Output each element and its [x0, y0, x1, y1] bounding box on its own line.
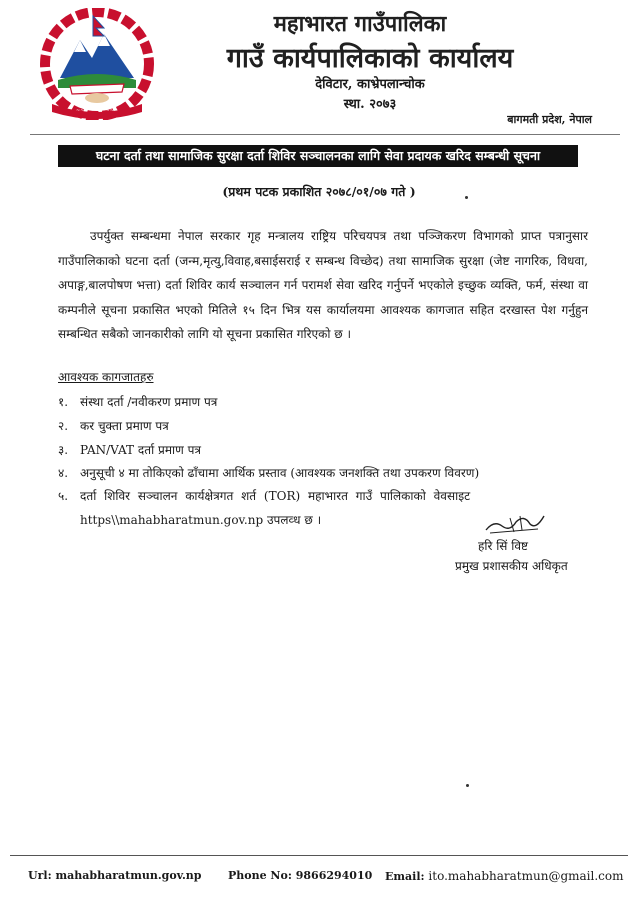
publication-date: (प्रथम पटक प्रकाशित २०७८/०१/०७ गते ) — [222, 184, 416, 199]
phone-number: 9866294010 — [295, 869, 373, 882]
header-divider — [30, 134, 620, 135]
footer-divider — [10, 855, 628, 856]
signatory-name: हरि सिं विष्ट — [478, 539, 529, 553]
footer-email: Email: ito.mahabharatmun@gmail.com — [385, 869, 624, 883]
signature — [480, 508, 550, 538]
footer-phone: Phone No: 9866294010 — [228, 869, 373, 882]
required-documents-heading: आवश्यक कागजातहरु — [58, 370, 154, 384]
signatory-title: प्रमुख प्रशासकीय अधिकृत — [455, 559, 568, 573]
document-item: २. कर चुक्ता प्रमाण पत्र — [58, 419, 169, 433]
office-name: गाउँ कार्यपालिकाको कार्यालय — [226, 43, 514, 74]
notice-body-text: उपर्युक्त सम्बन्धमा नेपाल सरकार गृह मन्त्रालय राष्ट्रिय परिचयपत्र तथा पञ्जिकरण विभागको प्राप्त पत्रानुसार गाउँपालिकाको घटना दर्ता (जन्म,मृत्यु,विवाह,बसाईसराई र सम्बन्ध विच्छेद) तथा सामाजिक सुरक्षा (जेष्ट नागरिक, विधवा, अपाङ्ग,बालपोषण भत्ता) दर्ता शिविर कार्य सञ्चालन गर्न परामर्श सेवा खरिद गर्नुपर्ने भएकोले इच्छुक व्यक्ति, फर्म, संस्था वा कम्पनीले सूचना प्रकासित भएको मितिले १५ दिन भित्र यस कार्यालयमा आवश्यक कागजात सहित दरखास्त पेश गर्नुहुन सम्बन्धित सबैको जानकारीको लागि यो सूचना प्रकासित गरिएको छ । — [58, 229, 588, 341]
document-item: ३. PAN/VAT दर्ता प्रमाण पत्र — [58, 443, 202, 457]
established-year: स्था. २०७३ — [343, 97, 397, 112]
document-item: ५. दर्ता शिविर सञ्चालन कार्यक्षेत्रगत शर्त (TOR) महाभारत गाउँ पालिकाको वेवसाइट — [58, 489, 471, 503]
website-link[interactable]: mahabharatmun.gov.np — [55, 869, 202, 882]
document-item-continuation: https\\mahabharatmun.gov.np उपलव्ध छ । — [80, 513, 322, 527]
document-item: १. संस्था दर्ता /नवीकरण प्रमाण पत्र — [58, 395, 218, 409]
document-item: ४. अनुसूची ४ मा तोकिएको ढाँचामा आर्थिक प्रस्ताव (आवश्यक जनशक्ति तथा उपकरण विवरण) — [58, 466, 480, 480]
speck-mark — [466, 784, 469, 787]
office-location: देविटार, काभ्रेपलान्चोक — [315, 77, 425, 92]
notice-title: घटना दर्ता तथा सामाजिक सुरक्षा दर्ता शिविर सञ्चालनका लागि सेवा प्रदायक खरिद सम्बन्धी सूचना — [58, 145, 578, 167]
notice-body — [58, 224, 588, 347]
footer-url: Url: mahabharatmun.gov.np — [28, 869, 202, 882]
province-label: बागमती प्रदेश, नेपाल — [507, 113, 592, 126]
svg-text:~~~~~~~~~~: ~~~~~~~~~~ — [76, 108, 118, 114]
municipality-name: महाभारत गाउँपालिका — [273, 11, 447, 37]
email-link[interactable]: ito.mahabharatmun@gmail.com — [428, 869, 624, 883]
nepal-government-emblem — [38, 8, 156, 120]
speck-mark — [465, 196, 468, 199]
